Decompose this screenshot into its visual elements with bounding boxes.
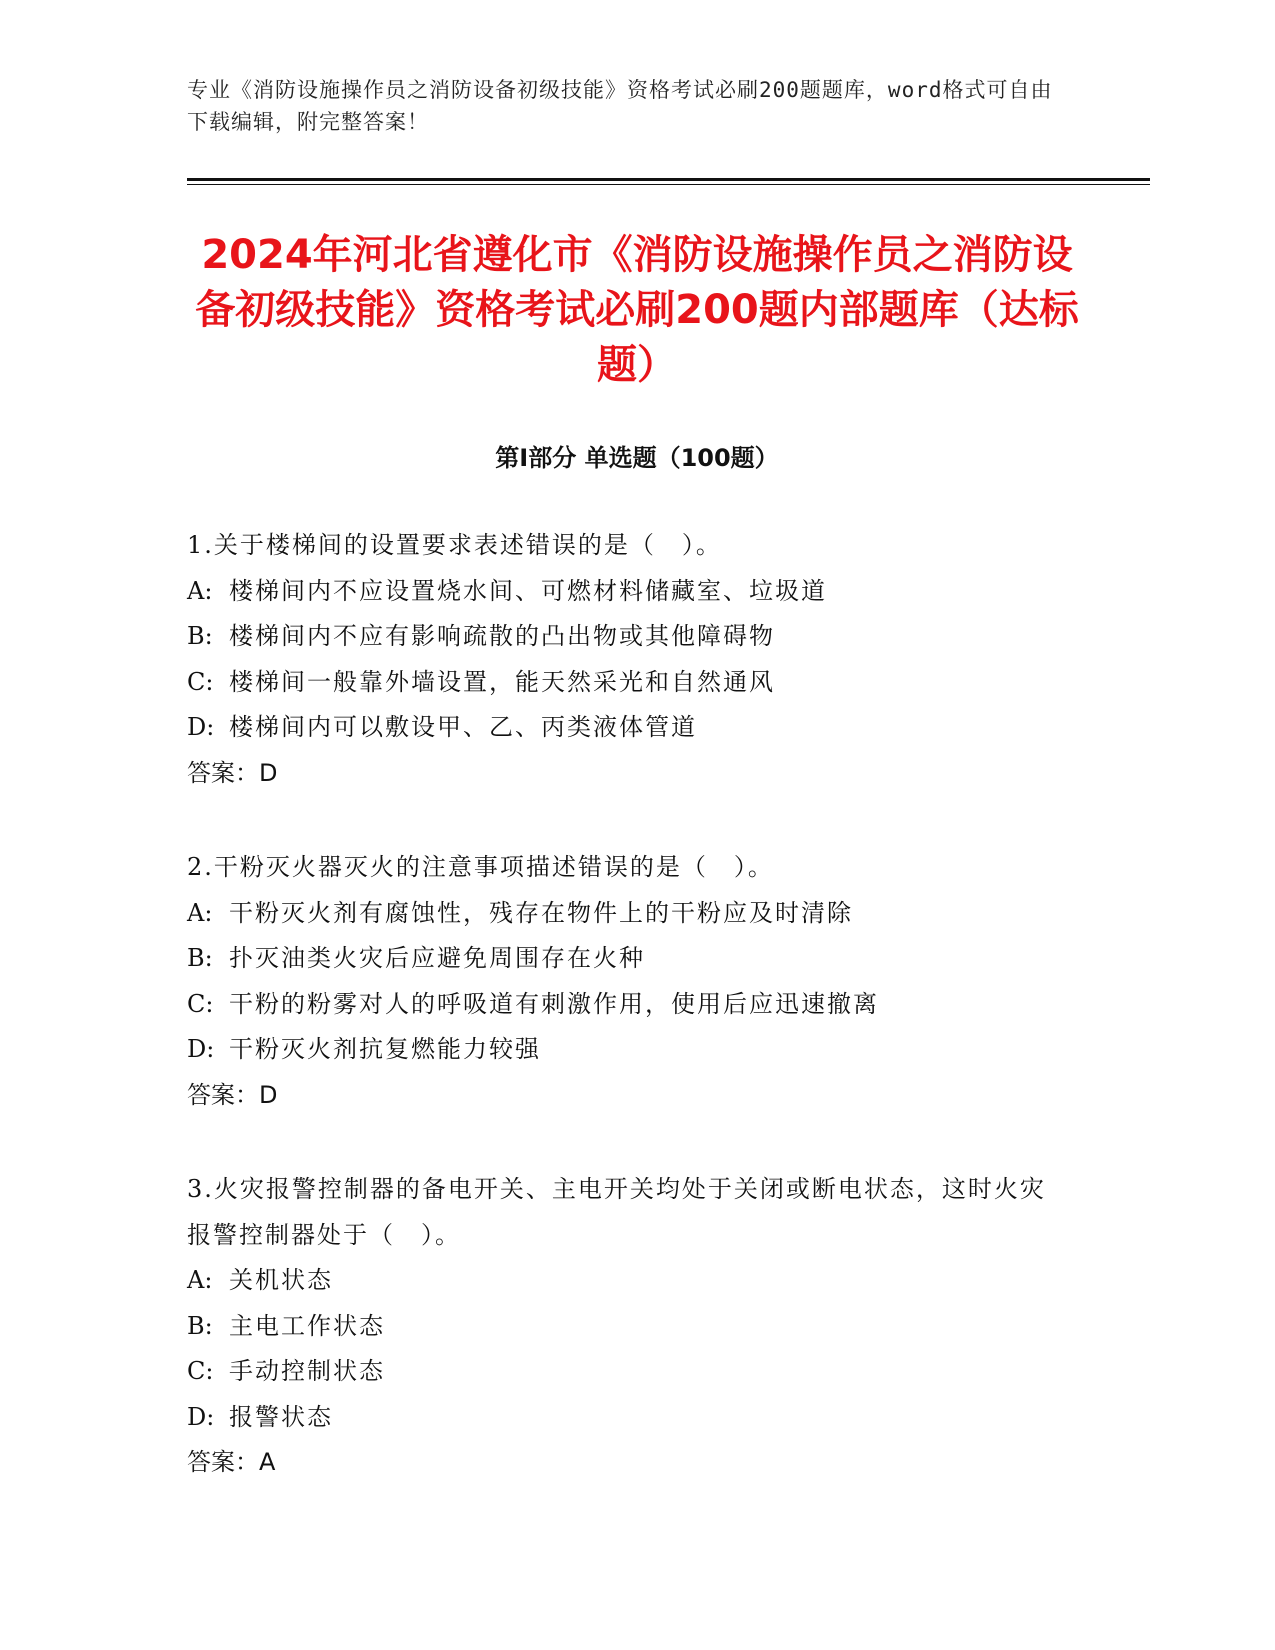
option-a <box>187 569 1067 615</box>
header-rule-thin <box>187 184 1150 185</box>
option-text: 楼梯间内不应设置烧水间、可燃材料储藏室、垃圾道 <box>229 576 827 605</box>
answer-value: D <box>259 758 278 787</box>
answer-value: A <box>259 1448 276 1476</box>
question-stem: 2.干粉灭火器灭火的注意事项描述错误的是（ ）。 <box>187 853 774 881</box>
option-key: D: <box>187 1402 215 1431</box>
option-text: 扑灭油类火灾后应避免周围存在火种 <box>229 944 645 972</box>
option-a <box>187 891 1067 937</box>
option-text: 关机状态 <box>229 1266 333 1294</box>
section-heading: 第I部分 单选题（100题） <box>495 444 779 472</box>
option-key: A: <box>187 898 213 927</box>
option-text: 手动控制状态 <box>229 1357 385 1385</box>
answer-line <box>187 751 1067 797</box>
option-text: 干粉灭火剂抗复燃能力较强 <box>229 1035 541 1063</box>
question-2 <box>187 845 1067 1118</box>
question-3 <box>187 1167 1067 1486</box>
option-key: B: <box>187 622 213 650</box>
option-key: C: <box>187 989 214 1018</box>
option-b <box>187 1304 1067 1350</box>
header-note: 专业《消防设施操作员之消防设备初级技能》资格考试必刷200题题库，word格式可自由下载编辑，附完整答案！ <box>187 78 1053 134</box>
option-d <box>187 705 1067 751</box>
question-stem: 3.火灾报警控制器的备电开关、主电开关均处于关闭或断电状态，这时火灾报警控制器处于（ ）。 <box>187 1175 1046 1249</box>
answer-line <box>187 1073 1067 1119</box>
option-key: C: <box>187 1357 214 1385</box>
option-key: A: <box>187 1266 213 1294</box>
option-key: B: <box>187 944 213 972</box>
question-list <box>187 523 1067 1535</box>
option-text: 干粉的粉雾对人的呼吸道有刺激作用，使用后应迅速撤离 <box>229 989 879 1018</box>
option-key: D: <box>187 1035 215 1063</box>
answer-label: 答案： <box>187 1448 259 1476</box>
option-text: 报警状态 <box>229 1402 333 1431</box>
option-text: 楼梯间一般靠外墙设置，能天然采光和自然通风 <box>229 667 775 696</box>
option-a <box>187 1258 1067 1304</box>
option-c <box>187 660 1067 706</box>
question-1 <box>187 523 1067 796</box>
answer-line <box>187 1440 1067 1486</box>
option-key: C: <box>187 667 214 696</box>
document-title: 2024年河北省遵化市《消防设施操作员之消防设备初级技能》资格考试必刷200题内部题库（达标题） <box>195 232 1079 388</box>
answer-label: 答案： <box>187 758 259 787</box>
answer-label: 答案： <box>187 1080 259 1109</box>
option-key: B: <box>187 1311 213 1340</box>
option-text: 主电工作状态 <box>229 1311 385 1340</box>
option-b <box>187 936 1067 982</box>
answer-value: D <box>259 1080 278 1109</box>
option-key: D: <box>187 713 215 741</box>
option-text: 干粉灭火剂有腐蚀性，残存在物件上的干粉应及时清除 <box>229 898 853 927</box>
option-text: 楼梯间内不应有影响疏散的凸出物或其他障碍物 <box>229 622 775 650</box>
option-c <box>187 982 1067 1028</box>
question-stem: 1.关于楼梯间的设置要求表述错误的是（ ）。 <box>187 531 722 559</box>
option-c <box>187 1349 1067 1395</box>
header-rule-thick <box>187 178 1150 181</box>
option-text: 楼梯间内可以敷设甲、乙、丙类液体管道 <box>229 713 697 741</box>
option-b <box>187 614 1067 660</box>
option-d <box>187 1027 1067 1073</box>
option-d <box>187 1395 1067 1441</box>
option-key: A: <box>187 576 213 605</box>
